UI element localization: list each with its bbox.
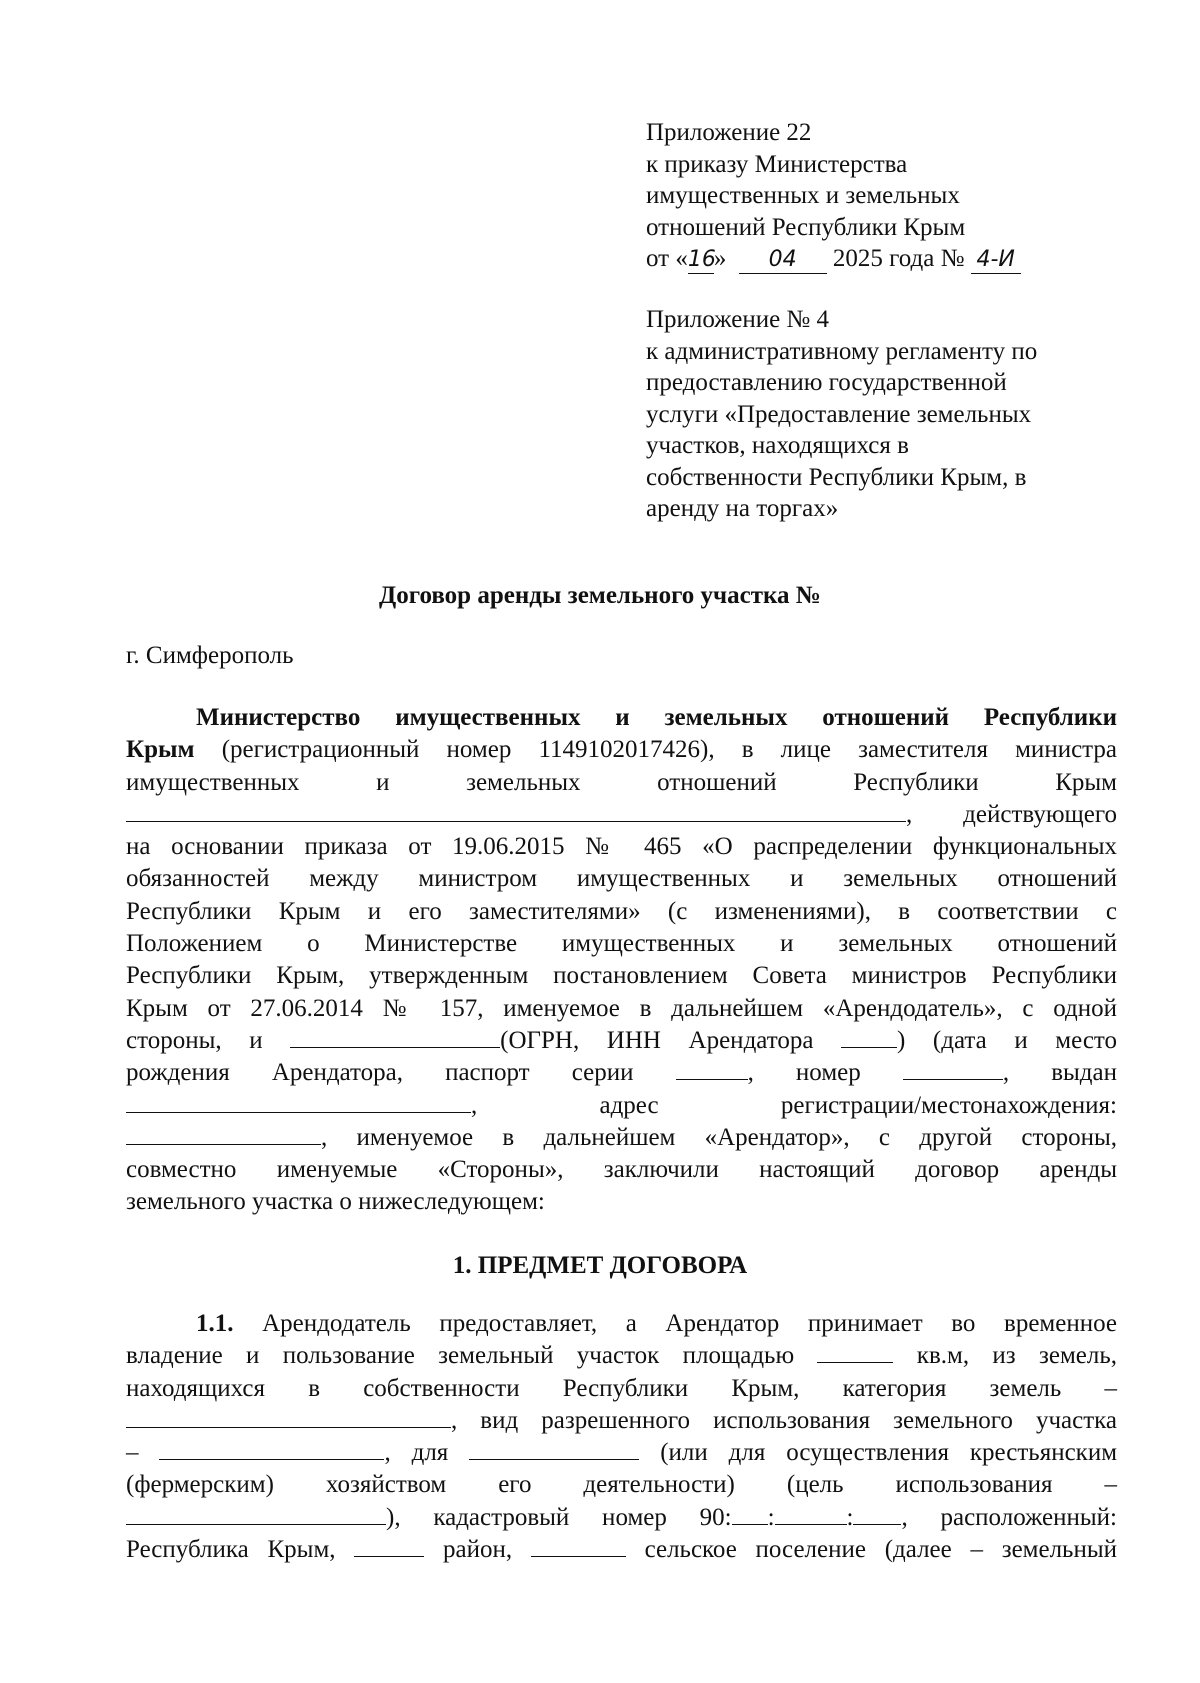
clause-line <box>126 1308 1117 1340</box>
clause-line <box>126 1502 1117 1534</box>
preamble-line <box>126 1122 1117 1154</box>
preamble-text: , действующего <box>906 800 1117 828</box>
preamble-line: Республики Крым и его заместителями» (с изменениями), в соответствии с <box>126 897 1117 925</box>
passport-number-blank <box>903 1059 1003 1080</box>
preamble-text: , номер <box>747 1059 861 1087</box>
tenant-ids-blank <box>841 1027 897 1048</box>
clause-text: владение и пользование земельный участок площадью <box>126 1342 795 1370</box>
clause-text: , расположенный: <box>901 1503 1117 1531</box>
document-title: Договор аренды земельного участка № <box>379 582 821 609</box>
preamble-line: совместно именуемые «Стороны», заключили настоящий договор аренды <box>126 1156 1117 1184</box>
preamble-text: стороны, и <box>126 1026 263 1054</box>
use-goal-blank <box>126 1504 386 1525</box>
cadastral-part-2-blank <box>775 1504 847 1525</box>
preamble-line <box>126 1025 1117 1057</box>
clause-line <box>126 1340 1117 1372</box>
appendix-4-line: предоставлению государственной <box>646 369 1007 396</box>
preamble-text: рождения Арендатора, паспорт серии <box>126 1059 634 1087</box>
clause-text: , вид разрешенного использования земельного участка <box>451 1406 1117 1434</box>
appendix-22-line: имущественных и земельных <box>646 182 960 209</box>
handwritten-day: 16 <box>687 247 716 272</box>
appendix-4-line: собственности Республики Крым, в <box>646 463 1027 491</box>
district-blank <box>354 1536 424 1557</box>
handwritten-month: 04 <box>739 247 827 274</box>
preamble-text: ) (дата и место <box>897 1026 1118 1054</box>
appendix-22-header <box>646 117 1116 275</box>
clause-text: кв.м, из земель, <box>916 1342 1117 1370</box>
clause-text: , для <box>384 1439 449 1467</box>
appendix-4-line: Приложение № 4 <box>646 306 830 333</box>
appendix-22-line: отношений Республики Крым <box>646 213 966 241</box>
clause-text: : <box>767 1503 775 1531</box>
preamble-line: Положением о Министерстве имущественных и земельных отношений <box>126 930 1117 958</box>
clause-text: – <box>126 1439 139 1467</box>
clause-text: : <box>846 1503 854 1531</box>
preamble-text: , именуемое в дальнейшем «Арендатор», с другой стороны, <box>321 1123 1117 1151</box>
issued-by-blank <box>126 1092 471 1113</box>
preamble-line <box>126 1057 1117 1089</box>
clause-line <box>126 1405 1117 1437</box>
clause-line <box>126 1534 1117 1566</box>
handwritten-order-number: 4-И <box>971 247 1021 274</box>
lessor-name-bold-cont: Крым <box>126 736 195 764</box>
clause-line: находящихся в собственности Республики Крым, категория земель – <box>126 1374 1117 1402</box>
preamble-text: , <box>471 1091 478 1119</box>
clause-1-1 <box>126 1308 1117 1566</box>
settlement-blank <box>531 1536 626 1557</box>
appendix-22-line: к приказу Министерства <box>646 150 908 178</box>
preamble-text: (регистрационный номер 1149102017426), в лице заместителя министра <box>194 736 1117 764</box>
preamble-line: имущественных и земельных отношений Республики Крым <box>126 768 1117 796</box>
preamble-line: обязанностей между министром имущественных и земельных отношений <box>126 865 1117 893</box>
cadastral-part-3-blank <box>853 1504 901 1525</box>
quote-close: » <box>713 245 727 272</box>
appendix-4-line: услуги «Предоставление земельных <box>646 400 1032 428</box>
preamble-text: (ОГРН, ИНН Арендатора <box>500 1026 814 1054</box>
passport-series-blank <box>676 1059 748 1080</box>
clause-text: (или для осуществления крестьянским <box>660 1439 1118 1467</box>
preamble-text: адрес регистрации/местонахождения: <box>599 1091 1117 1119</box>
preamble-line: Республики Крым, утвержденным постановлением Совета министров Республики <box>126 962 1117 990</box>
clause-text: сельское поселение (далее – земельный <box>644 1536 1118 1564</box>
purpose-blank <box>469 1439 639 1460</box>
preamble-line: Крым от 27.06.2014 № 157, именуемое в дальнейшем «Арендодатель», с одной <box>126 994 1117 1022</box>
preamble-text: , выдан <box>1002 1059 1118 1087</box>
preamble-line: земельного участка о нижеследующем: <box>126 1188 545 1216</box>
clause-text: Республика Крым, <box>126 1536 336 1564</box>
clause-line <box>126 1437 1117 1469</box>
preamble-line <box>126 799 1117 831</box>
preamble-line <box>126 734 1117 766</box>
clause-text: район, <box>443 1536 513 1564</box>
order-date-line <box>646 243 1116 275</box>
appendix-4-line: аренду на торгах» <box>646 495 839 522</box>
preamble-line <box>126 702 1117 734</box>
tenant-name-blank <box>290 1027 500 1048</box>
preamble-paragraph <box>126 702 1117 1219</box>
lessor-name-bold: Министерство имущественных и земельных отношений Республики <box>196 704 1117 731</box>
address-blank <box>126 1124 321 1145</box>
area-blank <box>817 1342 893 1363</box>
preamble-line: на основании приказа от 19.06.2015 № 465 «О распределении функциональных <box>126 833 1117 861</box>
section-heading: 1. ПРЕДМЕТ ДОГОВОРА <box>452 1252 748 1279</box>
appendix-4-line: участков, находящихся в <box>646 432 909 459</box>
appendix-4-line: к административному регламенту по <box>646 337 1038 365</box>
deputy-name-blank <box>126 801 906 822</box>
appendix-4-header <box>646 304 1116 525</box>
clause-text: ), кадастровый номер 90: <box>386 1503 732 1531</box>
cadastral-part-1-blank <box>732 1504 768 1525</box>
appendix-22-line: Приложение 22 <box>646 119 812 146</box>
from-prefix: от « <box>646 245 688 272</box>
permitted-use-blank <box>159 1439 384 1460</box>
clause-number: 1.1. <box>196 1310 234 1337</box>
preamble-line <box>126 1090 1117 1122</box>
clause-line: (фермерским) хозяйством его деятельности) (цель использования – <box>126 1471 1117 1499</box>
city-line: г. Симферополь <box>126 642 294 669</box>
year-text: 2025 года № <box>832 245 965 272</box>
land-category-blank <box>126 1407 451 1428</box>
clause-text: Арендодатель предоставляет, а Арендатор принимает во временное <box>233 1310 1117 1337</box>
